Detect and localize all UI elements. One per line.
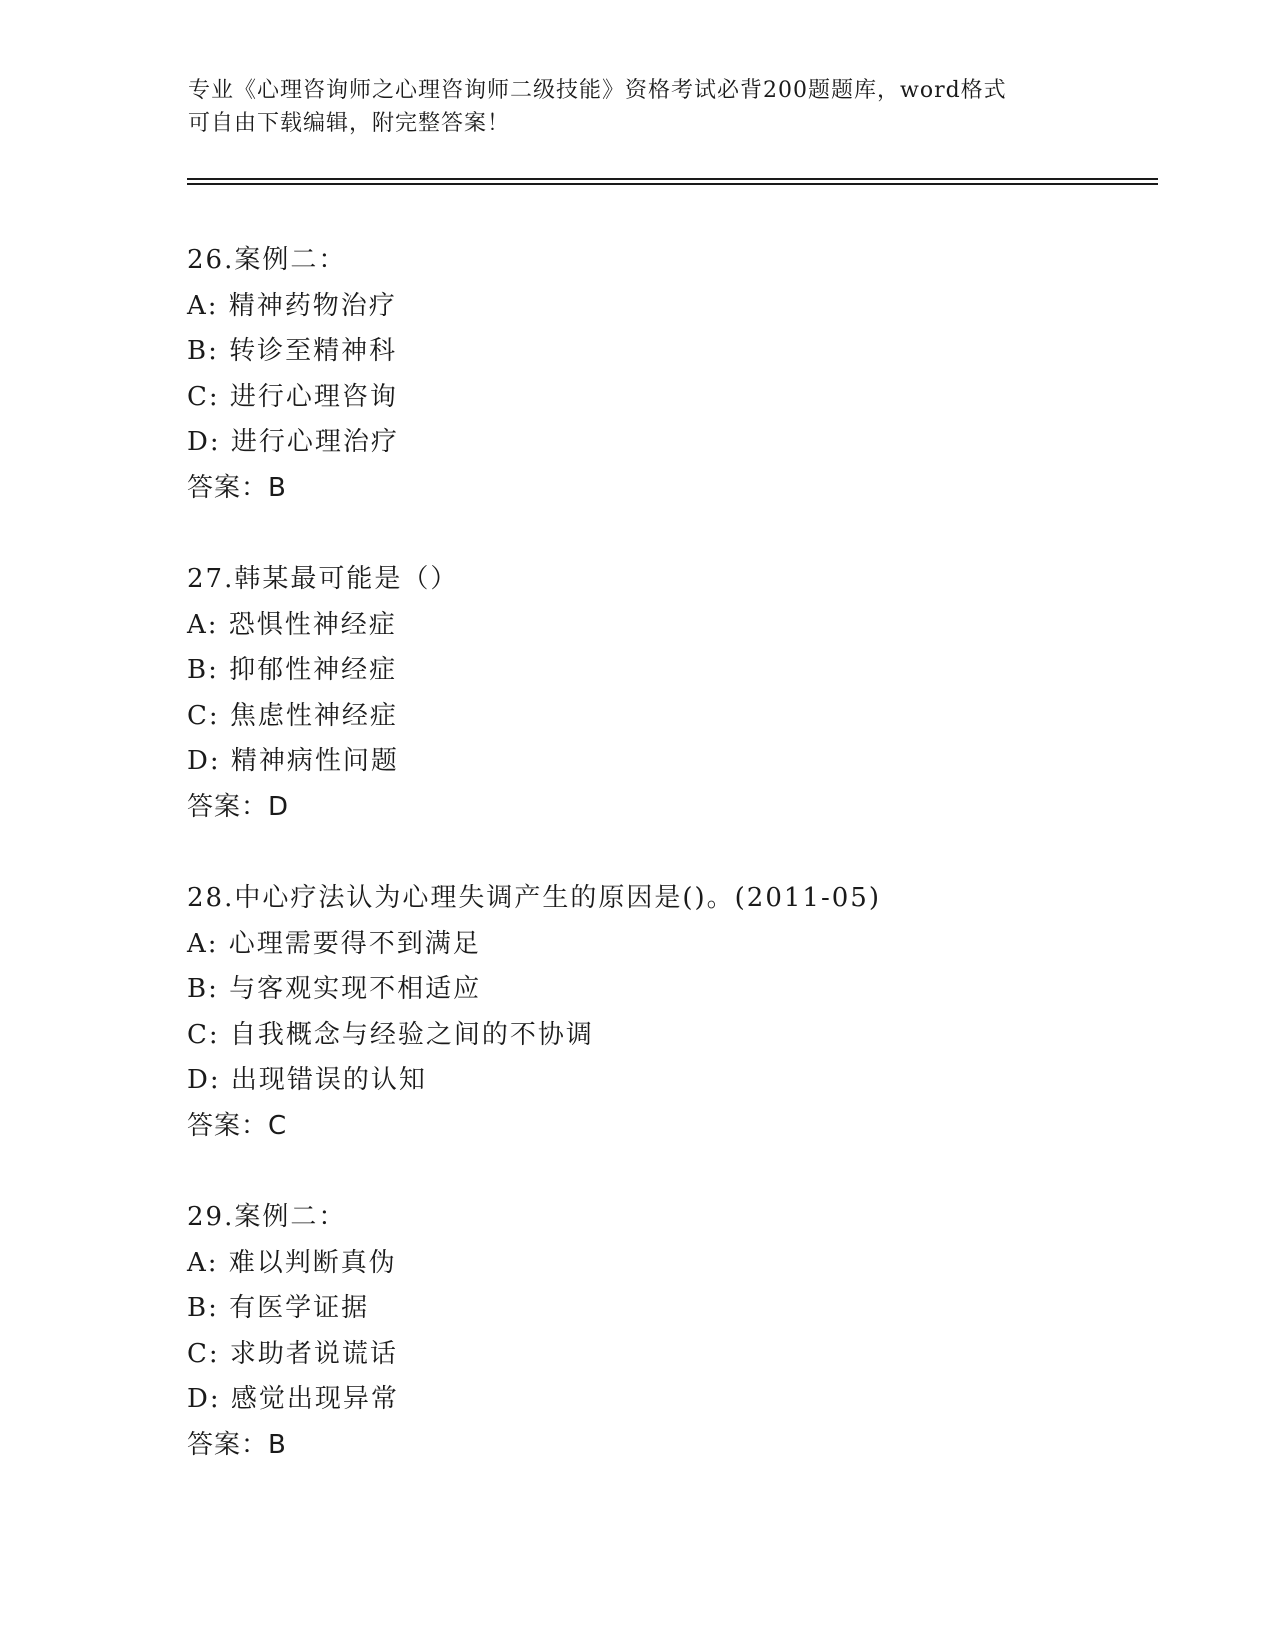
option-b: B: 抑郁性神经症 [187, 655, 398, 685]
answer-key: 答案：C [187, 1110, 288, 1141]
answer-key: 答案：D [187, 791, 290, 822]
option-c: C: 焦虑性神经症 [187, 700, 398, 731]
option-c: C: 求助者说谎话 [187, 1338, 398, 1369]
option-d: D: 出现错误的认知 [187, 1065, 427, 1095]
question-29 [187, 1195, 1147, 1468]
question-27 [187, 557, 1147, 830]
option-b: B: 转诊至精神科 [187, 336, 398, 366]
option-a: A: 心理需要得不到满足 [187, 928, 481, 959]
option-b: B: 有医学证据 [187, 1293, 370, 1323]
header-line-1: 专业《心理咨询师之心理咨询师二级技能》资格考试必背200题题库，word格式 [188, 78, 1007, 103]
question-stem: 29.案例二： [187, 1202, 347, 1232]
question-list [187, 238, 1147, 1514]
question-28 [187, 876, 1147, 1149]
question-stem: 27.韩某最可能是（） [187, 564, 459, 594]
header-divider-bottom [187, 183, 1158, 185]
header-line-2: 可自由下载编辑，附完整答案！ [188, 111, 511, 136]
option-c: C: 进行心理咨询 [187, 381, 398, 412]
header-divider-top [187, 178, 1158, 180]
option-d: D: 感觉出现异常 [187, 1384, 399, 1414]
answer-key: 答案：B [187, 1429, 287, 1460]
question-26 [187, 238, 1147, 511]
document-header [188, 74, 1088, 140]
option-d: D: 精神病性问题 [187, 746, 399, 776]
option-c: C: 自我概念与经验之间的不协调 [187, 1019, 594, 1050]
option-b: B: 与客观实现不相适应 [187, 974, 482, 1004]
option-a: A: 精神药物治疗 [187, 290, 397, 321]
question-stem: 26.案例二： [187, 245, 347, 275]
question-stem: 28.中心疗法认为心理失调产生的原因是()。(2011-05) [187, 883, 881, 913]
option-d: D: 进行心理治疗 [187, 427, 399, 457]
option-a: A: 恐惧性神经症 [187, 609, 397, 640]
answer-key: 答案：B [187, 472, 287, 503]
option-a: A: 难以判断真伪 [187, 1247, 397, 1278]
